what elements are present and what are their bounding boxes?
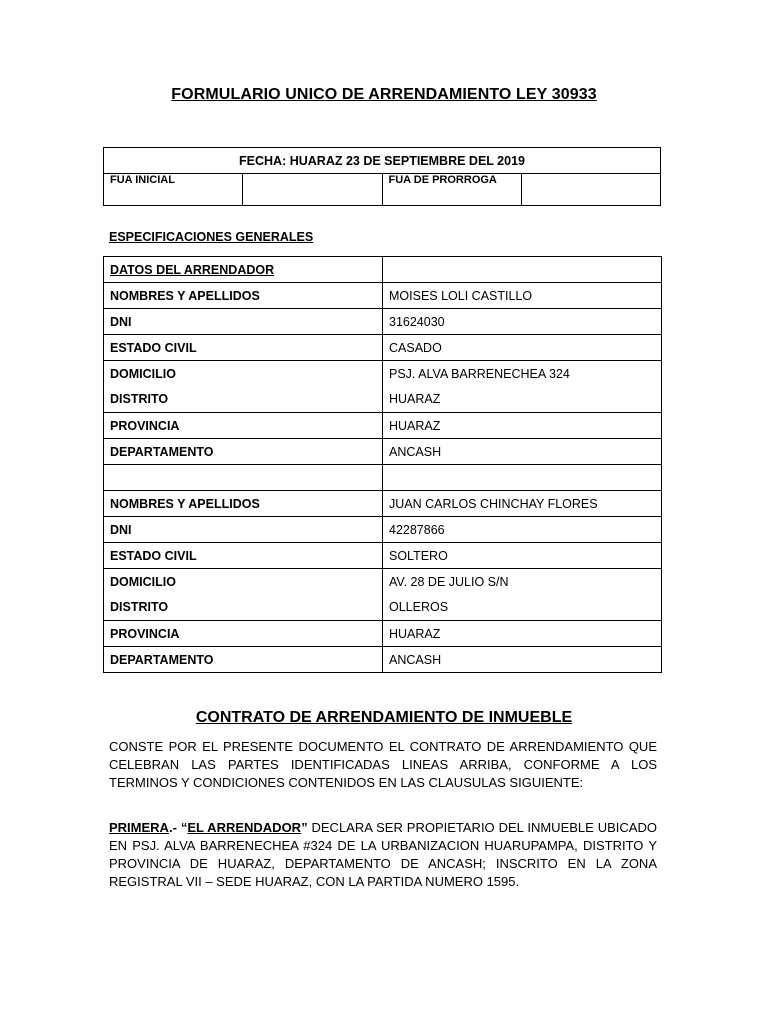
- table-row: [104, 647, 662, 673]
- arrendatario-dni-value: 42287866: [383, 517, 662, 543]
- fua-prorroga-label: FUA DE PRORROGA: [382, 174, 521, 206]
- clausula-primera-lead: PRIMERA: [109, 820, 169, 835]
- arrendador-distrito-label: DISTRITO: [110, 391, 169, 406]
- especificaciones-heading: ESPECIFICACIONES GENERALES: [109, 230, 314, 244]
- table-row: [104, 257, 662, 283]
- arrendador-domicilio-cell: [104, 361, 383, 413]
- clausula-primera-sep: .- “: [168, 820, 188, 835]
- table-row: [104, 543, 662, 569]
- arrendatario-departamento-value: ANCASH: [383, 647, 662, 673]
- arrendador-nombres-label: NOMBRES Y APELLIDOS: [104, 283, 383, 309]
- fecha-table: [103, 147, 661, 206]
- document-title: FORMULARIO UNICO DE ARRENDAMIENTO LEY 30933: [171, 86, 597, 103]
- arrendador-domicilio-value: PSJ. ALVA BARRENECHEA 324: [389, 366, 570, 381]
- arrendador-departamento-value: ANCASH: [383, 439, 662, 465]
- arrendatario-estado-civil-value: SOLTERO: [383, 543, 662, 569]
- table-row: [104, 491, 662, 517]
- table-row: [104, 569, 662, 621]
- table-row: [104, 335, 662, 361]
- arrendatario-domicilio-value-cell: [383, 569, 662, 621]
- arrendador-domicilio-label: DOMICILIO: [110, 366, 176, 381]
- contract-title: CONTRATO DE ARRENDAMIENTO DE INMUEBLE: [195, 709, 573, 726]
- arrendatario-distrito-label: DISTRITO: [110, 599, 169, 614]
- arrendador-provincia-value: HUARAZ: [383, 413, 662, 439]
- table-row: [104, 517, 662, 543]
- arrendatario-nombres-value: JUAN CARLOS CHINCHAY FLORES: [383, 491, 662, 517]
- arrendador-nombres-value: MOISES LOLI CASTILLO: [383, 283, 662, 309]
- table-row: [104, 621, 662, 647]
- datos-table: [103, 256, 662, 673]
- arrendatario-departamento-label: DEPARTAMENTO: [104, 647, 383, 673]
- arrendatario-domicilio-value: AV. 28 DE JULIO S/N: [389, 574, 509, 589]
- table-row: [104, 413, 662, 439]
- arrendatario-domicilio-label: DOMICILIO: [110, 574, 176, 589]
- arrendador-dni-label: DNI: [104, 309, 383, 335]
- arrendador-dni-value: 31624030: [383, 309, 662, 335]
- table-row: [104, 283, 662, 309]
- table-row: [104, 465, 662, 491]
- arrendatario-provincia-value: HUARAZ: [383, 621, 662, 647]
- arrendatario-domicilio-cell: [104, 569, 383, 621]
- arrendador-departamento-label: DEPARTAMENTO: [104, 439, 383, 465]
- fua-inicial-value: [243, 174, 382, 206]
- empty-cell: [104, 465, 383, 491]
- fua-inicial-label: FUA INICIAL: [104, 174, 243, 206]
- clausula-primera-text: DECLARA SER PROPIETARIO DEL INMUEBLE UBICADO EN PSJ. ALVA BARRENECHEA #324 DE LA URBANIZACION HUARUPAMPA, DISTRITO Y PROVINCIA DE HUARAZ, DEPARTAMENTO DE ANCASH; INSCRITO EN LA ZONA REGISTRAL VII – SEDE HUARAZ, CON LA PARTIDA NUMERO 1595.: [109, 820, 657, 889]
- arrendatario-nombres-label: NOMBRES Y APELLIDOS: [104, 491, 383, 517]
- empty-cell: [383, 257, 662, 283]
- clausula-primera-close-quote: ”: [301, 820, 308, 835]
- table-row: [104, 439, 662, 465]
- arrendador-heading: DATOS DEL ARRENDADOR: [104, 257, 383, 283]
- arrendador-estado-civil-value: CASADO: [383, 335, 662, 361]
- fecha-cell: FECHA: HUARAZ 23 DE SEPTIEMBRE DEL 2019: [104, 148, 661, 174]
- clausula-primera-party: EL ARRENDADOR: [187, 820, 302, 835]
- arrendador-estado-civil-label: ESTADO CIVIL: [104, 335, 383, 361]
- arrendador-provincia-label: PROVINCIA: [104, 413, 383, 439]
- arrendatario-estado-civil-label: ESTADO CIVIL: [104, 543, 383, 569]
- arrendatario-provincia-label: PROVINCIA: [104, 621, 383, 647]
- table-row: [104, 361, 662, 413]
- clausula-primera: [109, 819, 657, 891]
- intro-paragraph: CONSTE POR EL PRESENTE DOCUMENTO EL CONTRATO DE ARRENDAMIENTO QUE CELEBRAN LAS PARTES IDENTIFICADAS LINEAS ARRIBA, CONFORME A LOS TERMINOS Y CONDICIONES CONTENIDOS EN LAS CLAUSULAS SIGUIENTE:: [109, 739, 657, 790]
- arrendatario-distrito-value: OLLEROS: [389, 599, 449, 614]
- arrendatario-dni-label: DNI: [104, 517, 383, 543]
- table-row: [104, 309, 662, 335]
- arrendador-distrito-value: HUARAZ: [389, 391, 441, 406]
- fua-prorroga-value: [521, 174, 660, 206]
- empty-cell: [383, 465, 662, 491]
- arrendador-domicilio-value-cell: [383, 361, 662, 413]
